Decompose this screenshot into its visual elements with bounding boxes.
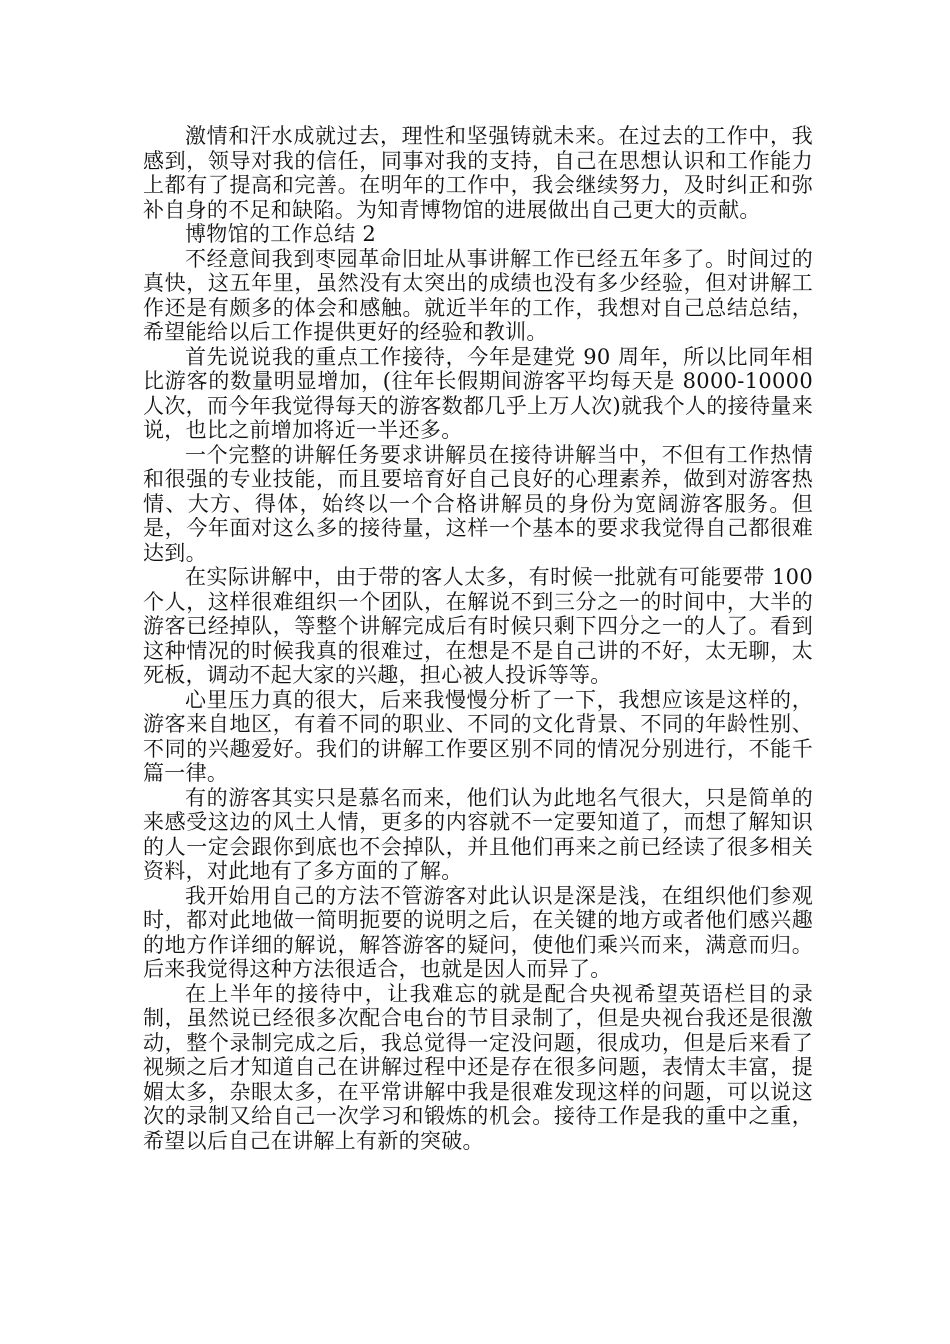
- document-body: [143, 124, 813, 1153]
- paragraph: 有的游客其实只是慕名而来，他们认为此地名气很大，只是简单的来感受这边的风土人情，更多的内容就不一定要知道了，而想了解知识的人一定会跟你到底也不会掉队，并且他们再来之前已经读了很多相关资料，对此地有了多方面的了解。: [143, 785, 813, 883]
- paragraph: 在上半年的接待中，让我难忘的就是配合央视希望英语栏目的录制，虽然说已经很多次配合电台的节目录制了，但是央视台我还是很激动，整个录制完成之后，我总觉得一定没问题，很成功，但是后来看了视频之后才知道自己在讲解过程中还是存在很多问题，表情太丰富，提媚太多，杂眼太多，在平常讲解中我是很难发现这样的问题，可以说这次的录制又给自己一次学习和锻炼的机会。接待工作是我的重中之重，希望以后自己在讲解上有新的突破。: [143, 981, 813, 1153]
- paragraph: 一个完整的讲解任务要求讲解员在接待讲解当中，不但有工作热情和很强的专业技能，而且要培育好自己良好的心理素养，做到对游客热情、大方、得体，始终以一个合格讲解员的身份为宽阔游客服务。但是，今年面对这么多的接待量，这样一个基本的要求我觉得自己都很难达到。: [143, 442, 813, 565]
- paragraph: 在实际讲解中，由于带的客人太多，有时候一批就有可能要带 100 个人，这样很难组织一个团队，在解说不到三分之一的时间中，大半的游客已经掉队，等整个讲解完成后有时候只剩下四分之一的人了。看到这种情况的时候我真的很难过，在想是不是自己讲的不好，太无聊，太死板，调动不起大家的兴趣，担心被人投诉等等。: [143, 565, 813, 687]
- paragraph: 不经意间我到枣园革命旧址从事讲解工作已经五年多了。时间过的真快，这五年里，虽然没有太突出的成绩也没有多少经验，但对讲解工作还是有颇多的体会和感触。就近半年的工作，我想对自己总结总结，希望能给以后工作提供更好的经验和教训。: [143, 246, 813, 344]
- paragraph: 心里压力真的很大，后来我慢慢分析了一下，我想应该是这样的，游客来自地区，有着不同的职业、不同的文化背景、不同的年龄性别、不同的兴趣爱好。我们的讲解工作要区别不同的情况分别进行，不能千篇一律。: [143, 687, 813, 785]
- paragraph: 激情和汗水成就过去，理性和坚强铸就未来。在过去的工作中，我感到，领导对我的信任，同事对我的支持，自己在思想认识和工作能力上都有了提高和完善。在明年的工作中，我会继续努力，及时纠正和弥补自身的不足和缺陷。为知青博物馆的进展做出自己更大的贡献。: [143, 124, 813, 222]
- paragraph: 我开始用自己的方法不管游客对此认识是深是浅，在组织他们参观时，都对此地做一简明扼要的说明之后，在关键的地方或者他们感兴趣的地方作详细的解说，解答游客的疑问，使他们乘兴而来，满意而归。后来我觉得这种方法很适合，也就是因人而异了。: [143, 883, 813, 981]
- paragraph: 首先说说我的重点工作接待，今年是建党 90 周年，所以比同年相比游客的数量明显增加，(往年长假期间游客平均每天是 8000-10000 人次，而今年我觉得每天的游客数都几乎上万人次)就我个人的接待量来说，也比之前增加将近一半还多。: [143, 344, 813, 442]
- section-heading: 博物馆的工作总结 2: [185, 222, 377, 246]
